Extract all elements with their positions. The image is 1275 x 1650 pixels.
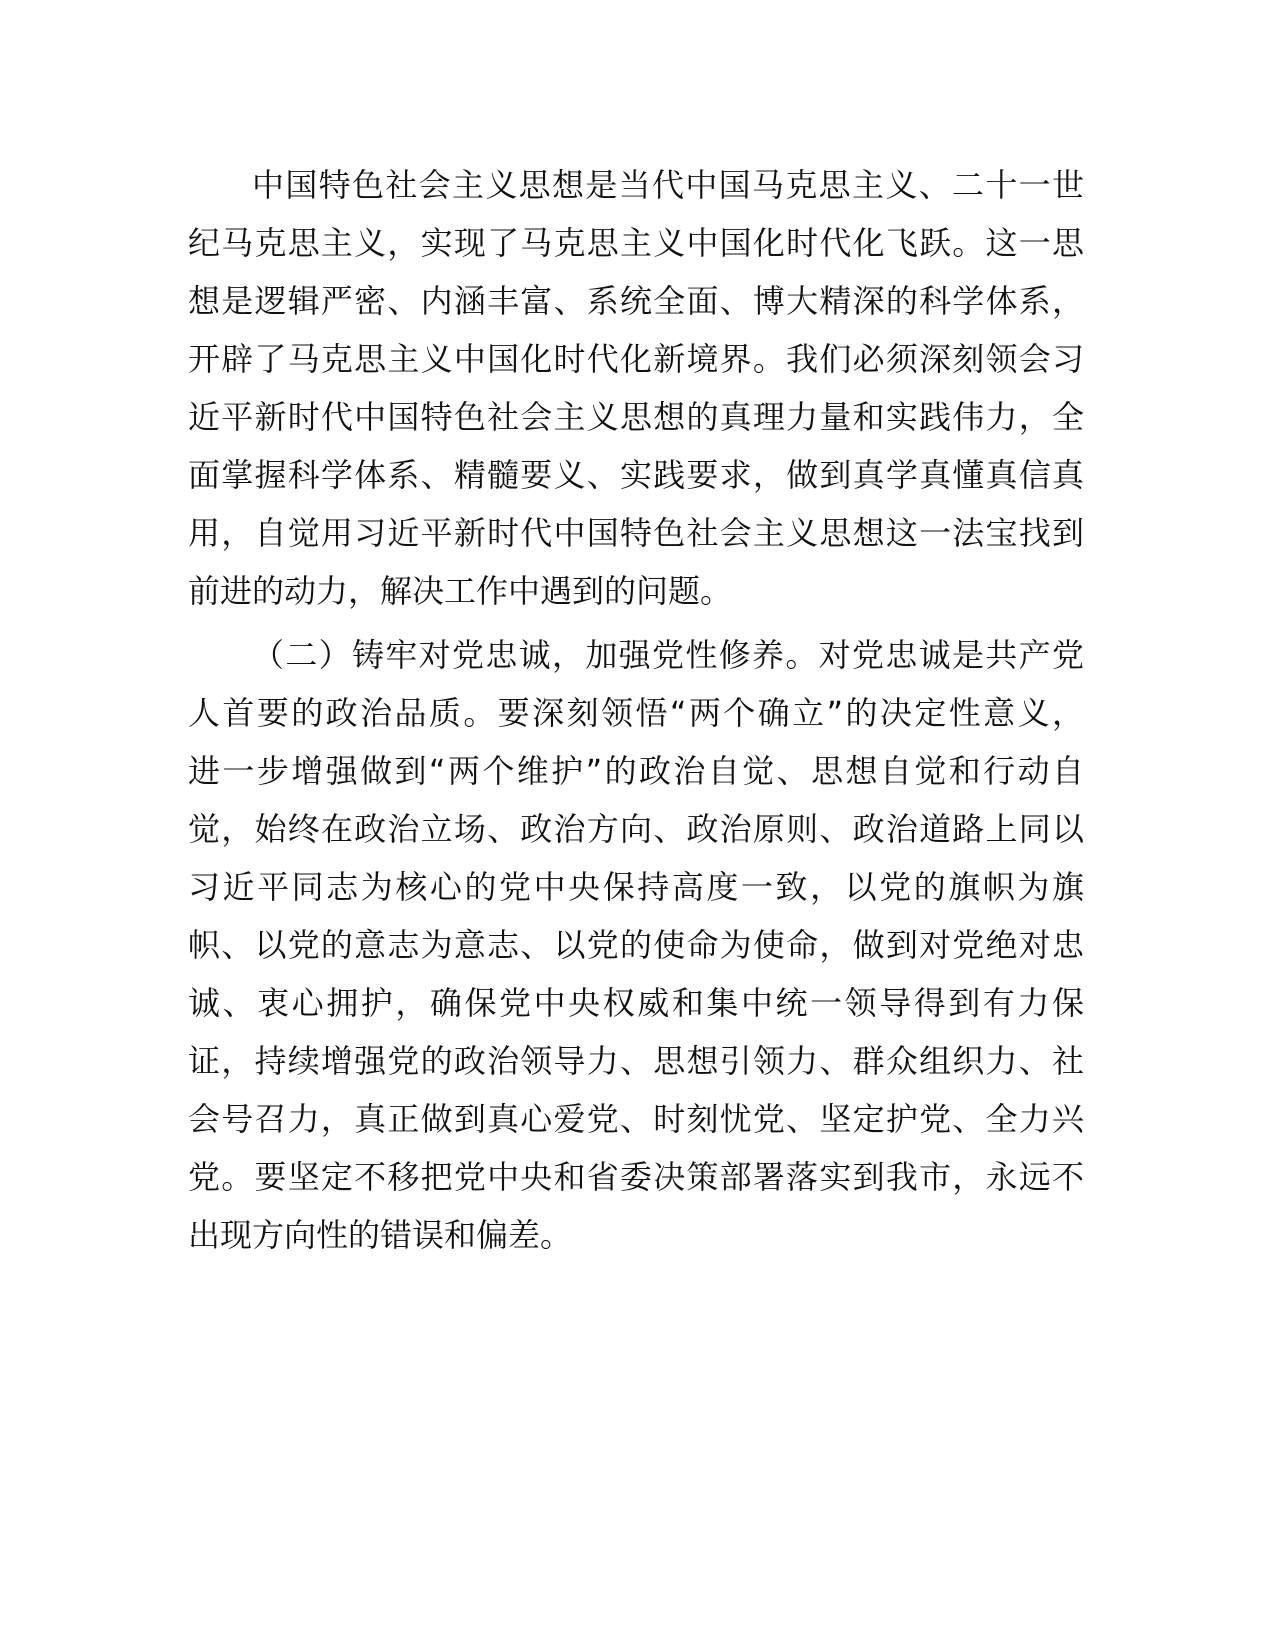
text-line: 用，自觉用习近平新时代中国特色社会主义思想这一法宝找到 [188, 514, 1084, 552]
text-line: 进一步增强做到“两个维护”的政治自觉、思想自觉和行动自 [188, 752, 1084, 790]
text-line: 想是逻辑严密、内涵丰富、系统全面、博大精深的科学体系， [188, 282, 1084, 320]
section-heading-line: （二）铸牢对党忠诚，加强党性修养。对党忠诚是共产党 [252, 636, 1084, 674]
text-line: 开辟了马克思主义中国化时代化新境界。我们必须深刻领会习 [188, 340, 1084, 378]
text-line: 会号召力，真正做到真心爱党、时刻忧党、坚定护党、全力兴 [188, 1100, 1084, 1138]
text-line: 诚、衷心拥护，确保党中央权威和集中统一领导得到有力保 [188, 984, 1084, 1022]
text-line: 觉，始终在政治立场、政治方向、政治原则、政治道路上同以 [188, 810, 1084, 848]
text-line: 近平新时代中国特色社会主义思想的真理力量和实践伟力，全 [188, 398, 1084, 436]
text-line: 人首要的政治品质。要深刻领悟“两个确立”的决定性意义， [188, 694, 1084, 732]
text-line: 习近平同志为核心的党中央保持高度一致，以党的旗帜为旗 [188, 868, 1084, 906]
text-line: 中国特色社会主义思想是当代中国马克思主义、二十一世 [252, 166, 1084, 204]
document-body [188, 156, 1084, 1264]
paragraph-loyalty [188, 626, 1084, 1264]
text-line: 面掌握科学体系、精髓要义、实践要求，做到真学真懂真信真 [188, 456, 1084, 494]
text-line: 帜、以党的意志为意志、以党的使命为使命，做到对党绝对忠 [188, 926, 1084, 964]
text-line: 前进的动力，解决工作中遇到的问题。 [188, 572, 733, 610]
text-line: 证，持续增强党的政治领导力、思想引领力、群众组织力、社 [188, 1042, 1084, 1080]
text-line: 纪马克思主义，实现了马克思主义中国化时代化飞跃。这一思 [188, 224, 1084, 262]
paragraph-ideology [188, 156, 1084, 620]
text-line: 出现方向性的错误和偏差。 [188, 1216, 573, 1254]
text-line: 党。要坚定不移把党中央和省委决策部署落实到我市，永远不 [188, 1158, 1084, 1196]
